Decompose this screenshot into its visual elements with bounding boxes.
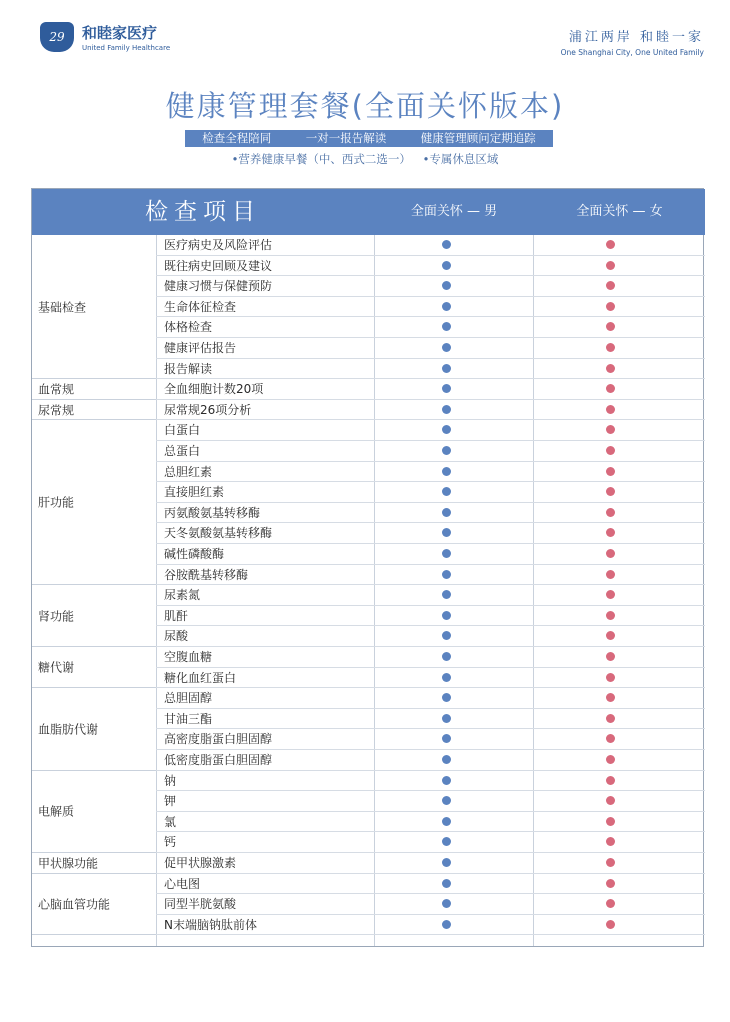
item-label: 谷胺酰基转移酶	[164, 567, 249, 582]
male-included-dot	[442, 528, 451, 537]
extra-item: •营养健康早餐（中、西式二选一）	[231, 152, 411, 166]
table-row	[156, 379, 705, 400]
group-label: 尿常规	[38, 403, 75, 418]
female-included-dot	[606, 817, 615, 826]
female-included-dot	[606, 920, 615, 929]
item-label: 尿素氮	[164, 588, 201, 603]
male-included-dot	[442, 446, 451, 455]
female-included-dot	[606, 631, 615, 640]
group-label: 甲状腺功能	[38, 856, 99, 871]
female-included-dot	[606, 528, 615, 537]
male-included-dot	[442, 281, 451, 290]
male-included-dot	[442, 343, 451, 352]
header-items: 检查项目	[145, 199, 261, 225]
table-row	[156, 853, 705, 874]
item-label: 总胆固醇	[164, 691, 213, 706]
table-row	[156, 256, 705, 277]
table-row	[156, 359, 705, 380]
male-included-dot	[442, 570, 451, 579]
male-included-dot	[442, 817, 451, 826]
group-label: 基础检查	[38, 300, 87, 315]
female-included-dot	[606, 714, 615, 723]
table-row	[156, 606, 705, 627]
male-included-dot	[442, 879, 451, 888]
male-included-dot	[442, 837, 451, 846]
table-row	[156, 626, 705, 647]
item-label: 尿常规26项分析	[164, 402, 252, 417]
table-row	[156, 688, 705, 709]
table-row	[156, 462, 705, 483]
group-cell	[32, 771, 156, 853]
male-included-dot	[442, 405, 451, 414]
female-included-dot	[606, 384, 615, 393]
male-included-dot	[442, 261, 451, 270]
male-included-dot	[442, 611, 451, 620]
group-cell	[32, 853, 156, 874]
item-label: 健康评估报告	[164, 341, 237, 355]
item-label: 心电图	[164, 876, 201, 891]
item-label: 体格检查	[164, 320, 213, 335]
item-label: 报告解读	[164, 361, 213, 376]
extras-line	[0, 151, 730, 167]
female-included-dot	[606, 425, 615, 434]
table-row	[156, 791, 705, 812]
item-label: 碱性磷酸酶	[164, 547, 225, 561]
female-included-dot	[606, 508, 615, 517]
male-included-dot	[442, 714, 451, 723]
item-label: 钙	[164, 835, 177, 850]
female-included-dot	[606, 693, 615, 702]
extra-item: •专属休息区域	[422, 152, 499, 166]
male-included-dot	[442, 776, 451, 785]
female-included-dot	[606, 590, 615, 599]
feature-item: 健康管理顾问定期追踪	[420, 131, 536, 145]
group-label: 电解质	[38, 804, 75, 819]
male-included-dot	[442, 384, 451, 393]
item-label: 总胆红素	[164, 464, 213, 479]
item-label: 直接胆红素	[164, 485, 225, 500]
female-included-dot	[606, 240, 615, 249]
table-row	[156, 729, 705, 750]
slogan	[561, 26, 704, 57]
group-label: 肝功能	[38, 495, 75, 510]
female-included-dot	[606, 322, 615, 331]
female-included-dot	[606, 281, 615, 290]
female-included-dot	[606, 446, 615, 455]
table-row	[156, 812, 705, 833]
table-row	[156, 523, 705, 544]
group-cell	[32, 688, 156, 770]
feature-item: 一对一报告解读	[305, 131, 387, 145]
male-included-dot	[442, 652, 451, 661]
female-included-dot	[606, 652, 615, 661]
male-included-dot	[442, 364, 451, 373]
item-label: 全血细胞计数20项	[164, 382, 264, 397]
table-row	[156, 750, 705, 771]
male-included-dot	[442, 631, 451, 640]
female-included-dot	[606, 858, 615, 867]
male-included-dot	[442, 425, 451, 434]
feature-banner	[185, 130, 553, 147]
female-included-dot	[606, 776, 615, 785]
female-included-dot	[606, 734, 615, 743]
item-label: 白蛋白	[164, 423, 201, 438]
female-included-dot	[606, 879, 615, 888]
group-cell	[32, 235, 156, 379]
table-row	[156, 420, 705, 441]
female-included-dot	[606, 302, 615, 311]
female-included-dot	[606, 467, 615, 476]
table-row	[156, 441, 705, 462]
group-label: 心脑血管功能	[38, 897, 111, 912]
item-label: 甘油三酯	[164, 711, 213, 726]
table-row	[156, 565, 705, 586]
female-included-dot	[606, 837, 615, 846]
table-header	[32, 189, 705, 235]
item-label: 低密度脂蛋白胆固醇	[164, 753, 273, 767]
table-row	[156, 585, 705, 606]
female-included-dot	[606, 570, 615, 579]
male-included-dot	[442, 240, 451, 249]
item-label: 高密度脂蛋白胆固醇	[164, 732, 273, 747]
item-label: 氯	[164, 814, 177, 829]
slogan-en: One Shanghai City, One United Family	[560, 48, 704, 57]
group-cell	[32, 420, 156, 585]
male-included-dot	[442, 755, 451, 764]
female-included-dot	[606, 261, 615, 270]
female-included-dot	[606, 796, 615, 805]
item-label: 健康习惯与保健预防	[164, 279, 273, 294]
table-row	[156, 482, 705, 503]
table-row	[156, 338, 705, 359]
header-male: 全面关怀 — 男	[410, 204, 498, 219]
male-included-dot	[442, 673, 451, 682]
item-label: 钾	[164, 794, 177, 809]
item-label: 肌酐	[164, 608, 189, 623]
table-row	[156, 894, 705, 915]
male-included-dot	[442, 590, 451, 599]
group-cell	[32, 379, 156, 400]
group-cell	[32, 647, 156, 688]
group-cell	[32, 874, 156, 936]
header-female: 全面关怀 — 女	[576, 204, 663, 219]
feature-item: 检查全程陪同	[202, 131, 272, 145]
logo-name-cn: 和睦家医疗	[82, 24, 158, 42]
table-row	[156, 647, 705, 668]
item-label: 既往病史回顾及建议	[164, 258, 273, 273]
male-included-dot	[442, 693, 451, 702]
table-row	[156, 832, 705, 853]
table-row	[156, 503, 705, 524]
item-label: 医疗病史及风险评估	[164, 238, 273, 252]
female-included-dot	[606, 899, 615, 908]
male-included-dot	[442, 734, 451, 743]
slogan-cn: 浦江两岸 和睦一家	[568, 30, 704, 45]
male-included-dot	[442, 899, 451, 908]
table-row	[156, 235, 705, 256]
table-row	[156, 317, 705, 338]
item-label: 空腹血糖	[164, 650, 213, 664]
male-included-dot	[442, 796, 451, 805]
page-title: 健康管理套餐(全面关怀版本)	[165, 89, 565, 123]
male-included-dot	[442, 302, 451, 311]
female-included-dot	[606, 405, 615, 414]
checkup-table	[31, 188, 704, 947]
male-included-dot	[442, 322, 451, 331]
male-included-dot	[442, 858, 451, 867]
item-label: 促甲状腺激素	[164, 856, 237, 870]
table-row	[156, 915, 705, 936]
male-included-dot	[442, 487, 451, 496]
group-cell	[32, 585, 156, 647]
logo-name-en: United Family Healthcare	[82, 44, 171, 52]
item-label: 天冬氨酸氨基转移酶	[164, 526, 273, 541]
table-row	[156, 400, 705, 421]
female-included-dot	[606, 364, 615, 373]
item-label: 钠	[164, 773, 177, 788]
item-label: N末端脑钠肽前体	[164, 917, 257, 932]
group-label: 血常规	[38, 382, 75, 397]
item-label: 同型半胱氨酸	[164, 897, 237, 912]
table-row	[156, 668, 705, 689]
item-label: 丙氨酸氨基转移酶	[164, 505, 261, 520]
group-cell	[32, 400, 156, 421]
female-included-dot	[606, 755, 615, 764]
table-row	[156, 874, 705, 895]
item-label: 总蛋白	[164, 444, 201, 458]
table-row	[156, 771, 705, 792]
table-row	[156, 709, 705, 730]
table-row	[156, 297, 705, 318]
group-label: 糖代谢	[38, 660, 75, 675]
male-included-dot	[442, 508, 451, 517]
male-included-dot	[442, 920, 451, 929]
female-included-dot	[606, 611, 615, 620]
item-label: 尿酸	[164, 629, 189, 644]
female-included-dot	[606, 343, 615, 352]
male-included-dot	[442, 549, 451, 558]
male-included-dot	[442, 467, 451, 476]
item-label: 生命体征检查	[164, 299, 237, 314]
female-included-dot	[606, 549, 615, 558]
logo-badge: 29	[40, 22, 74, 52]
item-label: 糖化血红蛋白	[164, 670, 237, 685]
female-included-dot	[606, 487, 615, 496]
table-row	[156, 276, 705, 297]
group-label: 血脂肪代谢	[38, 722, 99, 737]
table-row	[156, 544, 705, 565]
group-label: 肾功能	[38, 609, 75, 624]
female-included-dot	[606, 673, 615, 682]
